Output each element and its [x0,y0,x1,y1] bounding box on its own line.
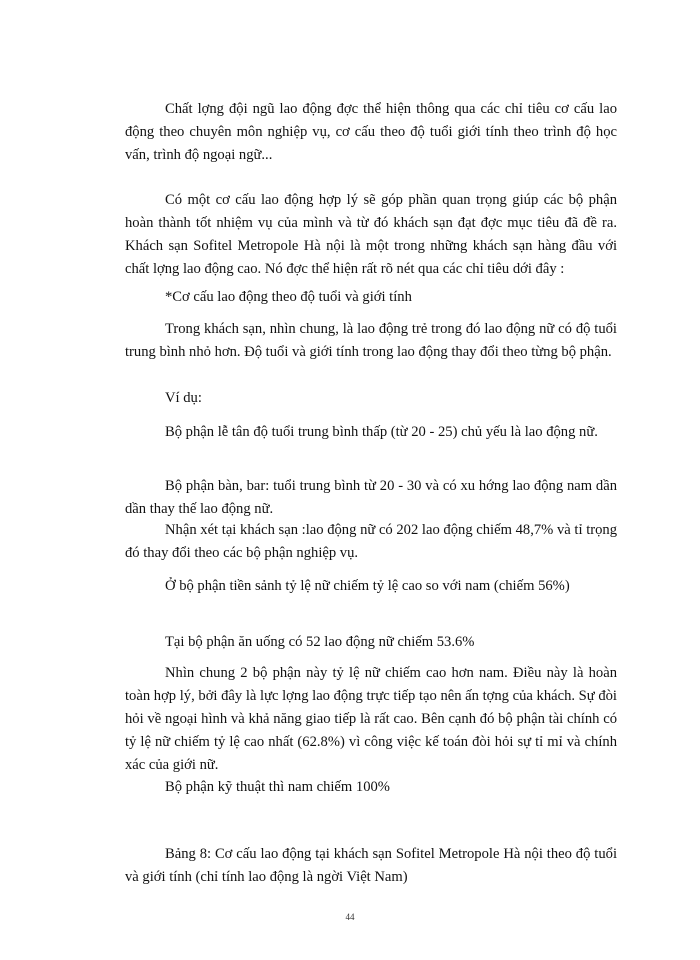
paragraph-labor-quality: Chất lợng đội ngũ lao động đợc thể hiện thông qua các chỉ tiêu cơ cấu lao động theo chuyên môn nghiệp vụ, cơ cấu theo độ tuổi giới tính theo trình độ học vấn, trình độ ngoại ngữ... [125,101,617,163]
paragraph-food-beverage: Tại bộ phận ăn uống có 52 lao động nữ chiếm 53.6% [165,634,475,650]
paragraph-example: Ví dụ: [165,390,202,406]
paragraph-young-workforce: Trong khách sạn, nhìn chung, là lao động trẻ trong đó lao động nữ có độ tuổi trung bình nhỏ hơn. Độ tuổi và giới tính trong lao động thay đổi theo từng bộ phận. [125,321,617,360]
paragraph-overall: Nhìn chung 2 bộ phận này tỷ lệ nữ chiếm cao hơn nam. Điều này là hoàn toàn hợp lý, bởi đây là lực lợng lao động trực tiếp tạo nên ấn tợng của khách. Sự đòi hỏi về ngoại hình và khả năng giao tiếp là rất cao. Bên cạnh đó bộ phận tài chính có tỷ lệ nữ chiếm tỷ lệ cao nhất (62.8%) vì công việc kế toán đòi hỏi sự tỉ mỉ và chính xác của giới nữ. [125,665,617,773]
paragraph-technical: Bộ phận kỹ thuật thì nam chiếm 100% [165,779,390,795]
paragraph-heading-age-gender: *Cơ cấu lao động theo độ tuổi và giới tính [165,289,412,305]
paragraph-reception: Bộ phận lễ tân độ tuổi trung bình thấp (từ 20 - 25) chủ yếu là lao động nữ. [165,424,598,440]
paragraph-labor-structure: Có một cơ cấu lao động hợp lý sẽ góp phần quan trọng giúp các bộ phận hoàn thành tốt nhiệm vụ của mình và từ đó khách sạn đạt đợc mục tiêu đã đề ra. Khách sạn Sofitel Metropole Hà nội là một trong những khách sạn hàng đầu với chất lợng lao động cao. Nó đợc thể hiện rất rõ nét qua các chỉ tiêu dới đây : [125,192,617,277]
paragraph-female-ratio: Nhận xét tại khách sạn :lao động nữ có 202 lao động chiếm 48,7% và tỉ trọng đó thay đổi theo các bộ phận nghiệp vụ. [125,522,617,561]
paragraph-bar: Bộ phận bàn, bar: tuổi trung bình từ 20 - 30 và có xu hớng lao động nam dần dần thay thế lao động nữ. [125,478,617,517]
paragraph-lobby: Ở bộ phận tiền sảnh tỷ lệ nữ chiếm tỷ lệ cao so với nam (chiếm 56%) [165,578,570,594]
table-caption: Bảng 8: Cơ cấu lao động tại khách sạn Sofitel Metropole Hà nội theo độ tuổi và giới tính (chỉ tính lao động là ngời Việt Nam) [125,846,617,885]
page-number: 44 [345,912,355,922]
